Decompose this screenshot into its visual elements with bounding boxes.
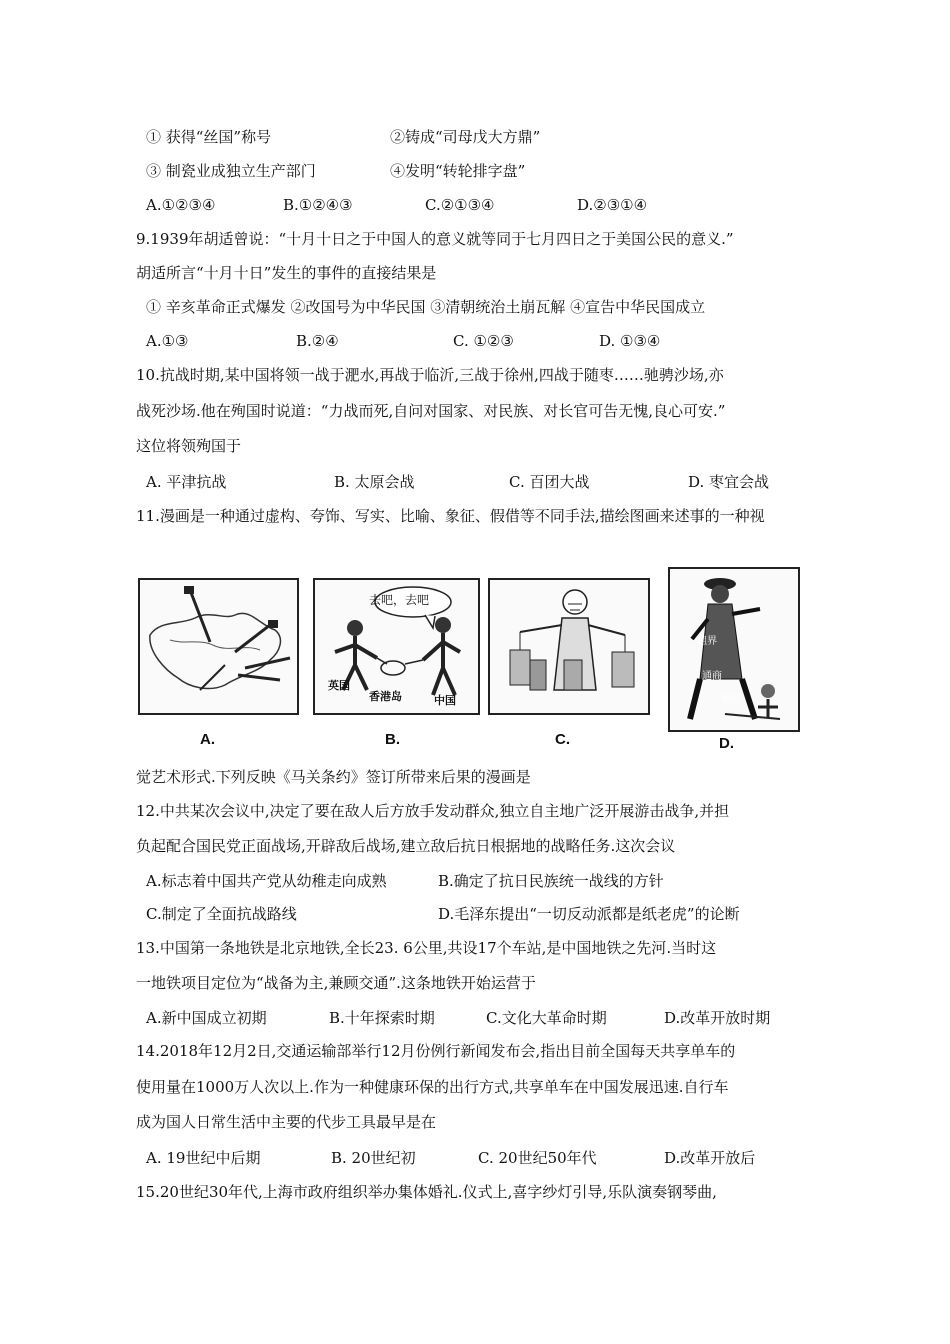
q12-option-b: B.确定了抗日民族统一战线的方针 bbox=[438, 872, 664, 890]
cartoon-d-tag-1: 租界 bbox=[697, 636, 717, 647]
cartoon-b-bubble-text: 去吧，去吧 bbox=[369, 593, 430, 607]
q8-item-4: ④发明“转轮排字盘” bbox=[390, 162, 526, 180]
q12-option-d: D.毛泽东提出“一切反动派都是纸老虎”的论断 bbox=[438, 905, 740, 923]
cartoon-b-caption: B. bbox=[385, 731, 400, 748]
q9-option-c: C. ①②③ bbox=[453, 332, 514, 350]
q15-stem-1: 15.20世纪30年代,上海市政府组织举办集体婚礼.仪式上,喜字纱灯引导,乐队演奏钢琴曲, bbox=[136, 1183, 717, 1201]
q14-option-a: A. 19世纪中后期 bbox=[146, 1149, 261, 1167]
q9-items: ① 辛亥革命正式爆发 ②改国号为中华民国 ③清朝统治土崩瓦解 ④宣告中华民国成立 bbox=[146, 298, 706, 316]
cartoon-a-caption: A. bbox=[200, 731, 215, 748]
q8-option-b: B.①②④③ bbox=[283, 196, 353, 214]
q8-item-2: ②铸成“司母戊大方鼎” bbox=[390, 128, 541, 146]
q12-stem-2: 负起配合国民党正面战场,开辟敌后战场,建立敌后抗日根据地的战略任务.这次会议 bbox=[136, 837, 676, 855]
q9-option-a: A.①③ bbox=[146, 332, 189, 350]
q8-option-d: D.②③①④ bbox=[577, 196, 648, 214]
cartoon-b-label-china: 中国 bbox=[434, 694, 456, 707]
q9-stem-2: 胡适所言“十月十日”发生的事件的直接结果是 bbox=[136, 264, 437, 282]
q13-stem-1: 13.中国第一条地铁是北京地铁,全长23. 6公里,共设17个车站,是中国地铁之先河.当时这 bbox=[136, 939, 717, 957]
q8-item-3: ③ 制瓷业成独立生产部门 bbox=[146, 162, 316, 180]
q13-option-d: D.改革开放时期 bbox=[664, 1009, 771, 1027]
q12-stem-1: 12.中共某次会议中,决定了要在敌人后方放手发动群众,独立自主地广泛开展游击战争,并担 bbox=[136, 802, 730, 820]
q10-stem-3: 这位将领殉国于 bbox=[136, 437, 242, 455]
cartoon-d bbox=[668, 567, 800, 732]
cartoon-c-drawing bbox=[490, 580, 648, 713]
q12-option-c: C.制定了全面抗战路线 bbox=[146, 905, 297, 923]
q14-stem-1: 14.2018年12月2日,交通运输部举行12月份例行新闻发布会,指出目前全国每天共享单车的 bbox=[136, 1042, 736, 1060]
cartoon-a bbox=[138, 578, 299, 715]
q13-option-c: C.文化大革命时期 bbox=[486, 1009, 607, 1027]
q12-option-a: A.标志着中国共产党从幼稚走向成熟 bbox=[146, 872, 387, 890]
cartoon-d-tag-3: 赔款 bbox=[722, 694, 742, 705]
q13-option-b: B.十年探索时期 bbox=[329, 1009, 435, 1027]
cartoon-b-label-hongkong: 香港岛 bbox=[369, 690, 402, 703]
q14-option-b: B. 20世纪初 bbox=[331, 1149, 416, 1167]
q8-item-1: ① 获得“丝国”称号 bbox=[146, 128, 272, 146]
cartoon-d-tag-2: 通商 bbox=[702, 671, 722, 682]
cartoon-c bbox=[488, 578, 650, 715]
q10-stem-1: 10.抗战时期,某中国将领一战于淝水,再战于临沂,三战于徐州,四战于随枣……驰骋沙场,亦 bbox=[136, 366, 724, 384]
q10-option-b: B. 太原会战 bbox=[334, 473, 415, 491]
cartoon-a-drawing bbox=[140, 580, 297, 713]
q10-option-d: D. 枣宜会战 bbox=[688, 473, 770, 491]
q14-stem-2: 使用量在1000万人次以上.作为一种健康环保的出行方式,共享单车在中国发展迅速.自行车 bbox=[136, 1078, 729, 1096]
q11-stem-2: 觉艺术形式.下列反映《马关条约》签订所带来后果的漫画是 bbox=[136, 768, 531, 786]
q8-option-c: C.②①③④ bbox=[425, 196, 495, 214]
cartoon-d-drawing bbox=[670, 569, 798, 730]
q9-stem-1: 9.1939年胡适曾说：“十月十日之于中国人的意义就等同于七月四日之于美国公民的意义.” bbox=[136, 230, 734, 248]
q8-option-a: A.①②③④ bbox=[146, 196, 216, 214]
q9-option-d: D. ①③④ bbox=[599, 332, 661, 350]
cartoon-c-caption: C. bbox=[555, 731, 570, 748]
q14-stem-3: 成为国人日常生活中主要的代步工具最早是在 bbox=[136, 1113, 437, 1131]
cartoon-d-caption: D. bbox=[719, 735, 734, 752]
q10-option-a: A. 平津抗战 bbox=[146, 473, 227, 491]
q13-option-a: A.新中国成立初期 bbox=[146, 1009, 267, 1027]
q9-option-b: B.②④ bbox=[296, 332, 339, 350]
q13-stem-2: 一地铁项目定位为“战备为主,兼顾交通”.这条地铁开始运营于 bbox=[136, 974, 536, 992]
q11-stem-1: 11.漫画是一种通过虚构、夸饰、写实、比喻、象征、假借等不同手法,描绘图画来述事的一种视 bbox=[136, 507, 765, 525]
cartoon-b-label-britain: 英国 bbox=[328, 679, 350, 692]
q14-option-d: D.改革开放后 bbox=[664, 1149, 756, 1167]
q14-option-c: C. 20世纪50年代 bbox=[478, 1149, 597, 1167]
q10-option-c: C. 百团大战 bbox=[509, 473, 590, 491]
q10-stem-2: 战死沙场.他在殉国时说道：“力战而死,自问对国家、对民族、对长官可告无愧,良心可安.” bbox=[136, 402, 726, 420]
